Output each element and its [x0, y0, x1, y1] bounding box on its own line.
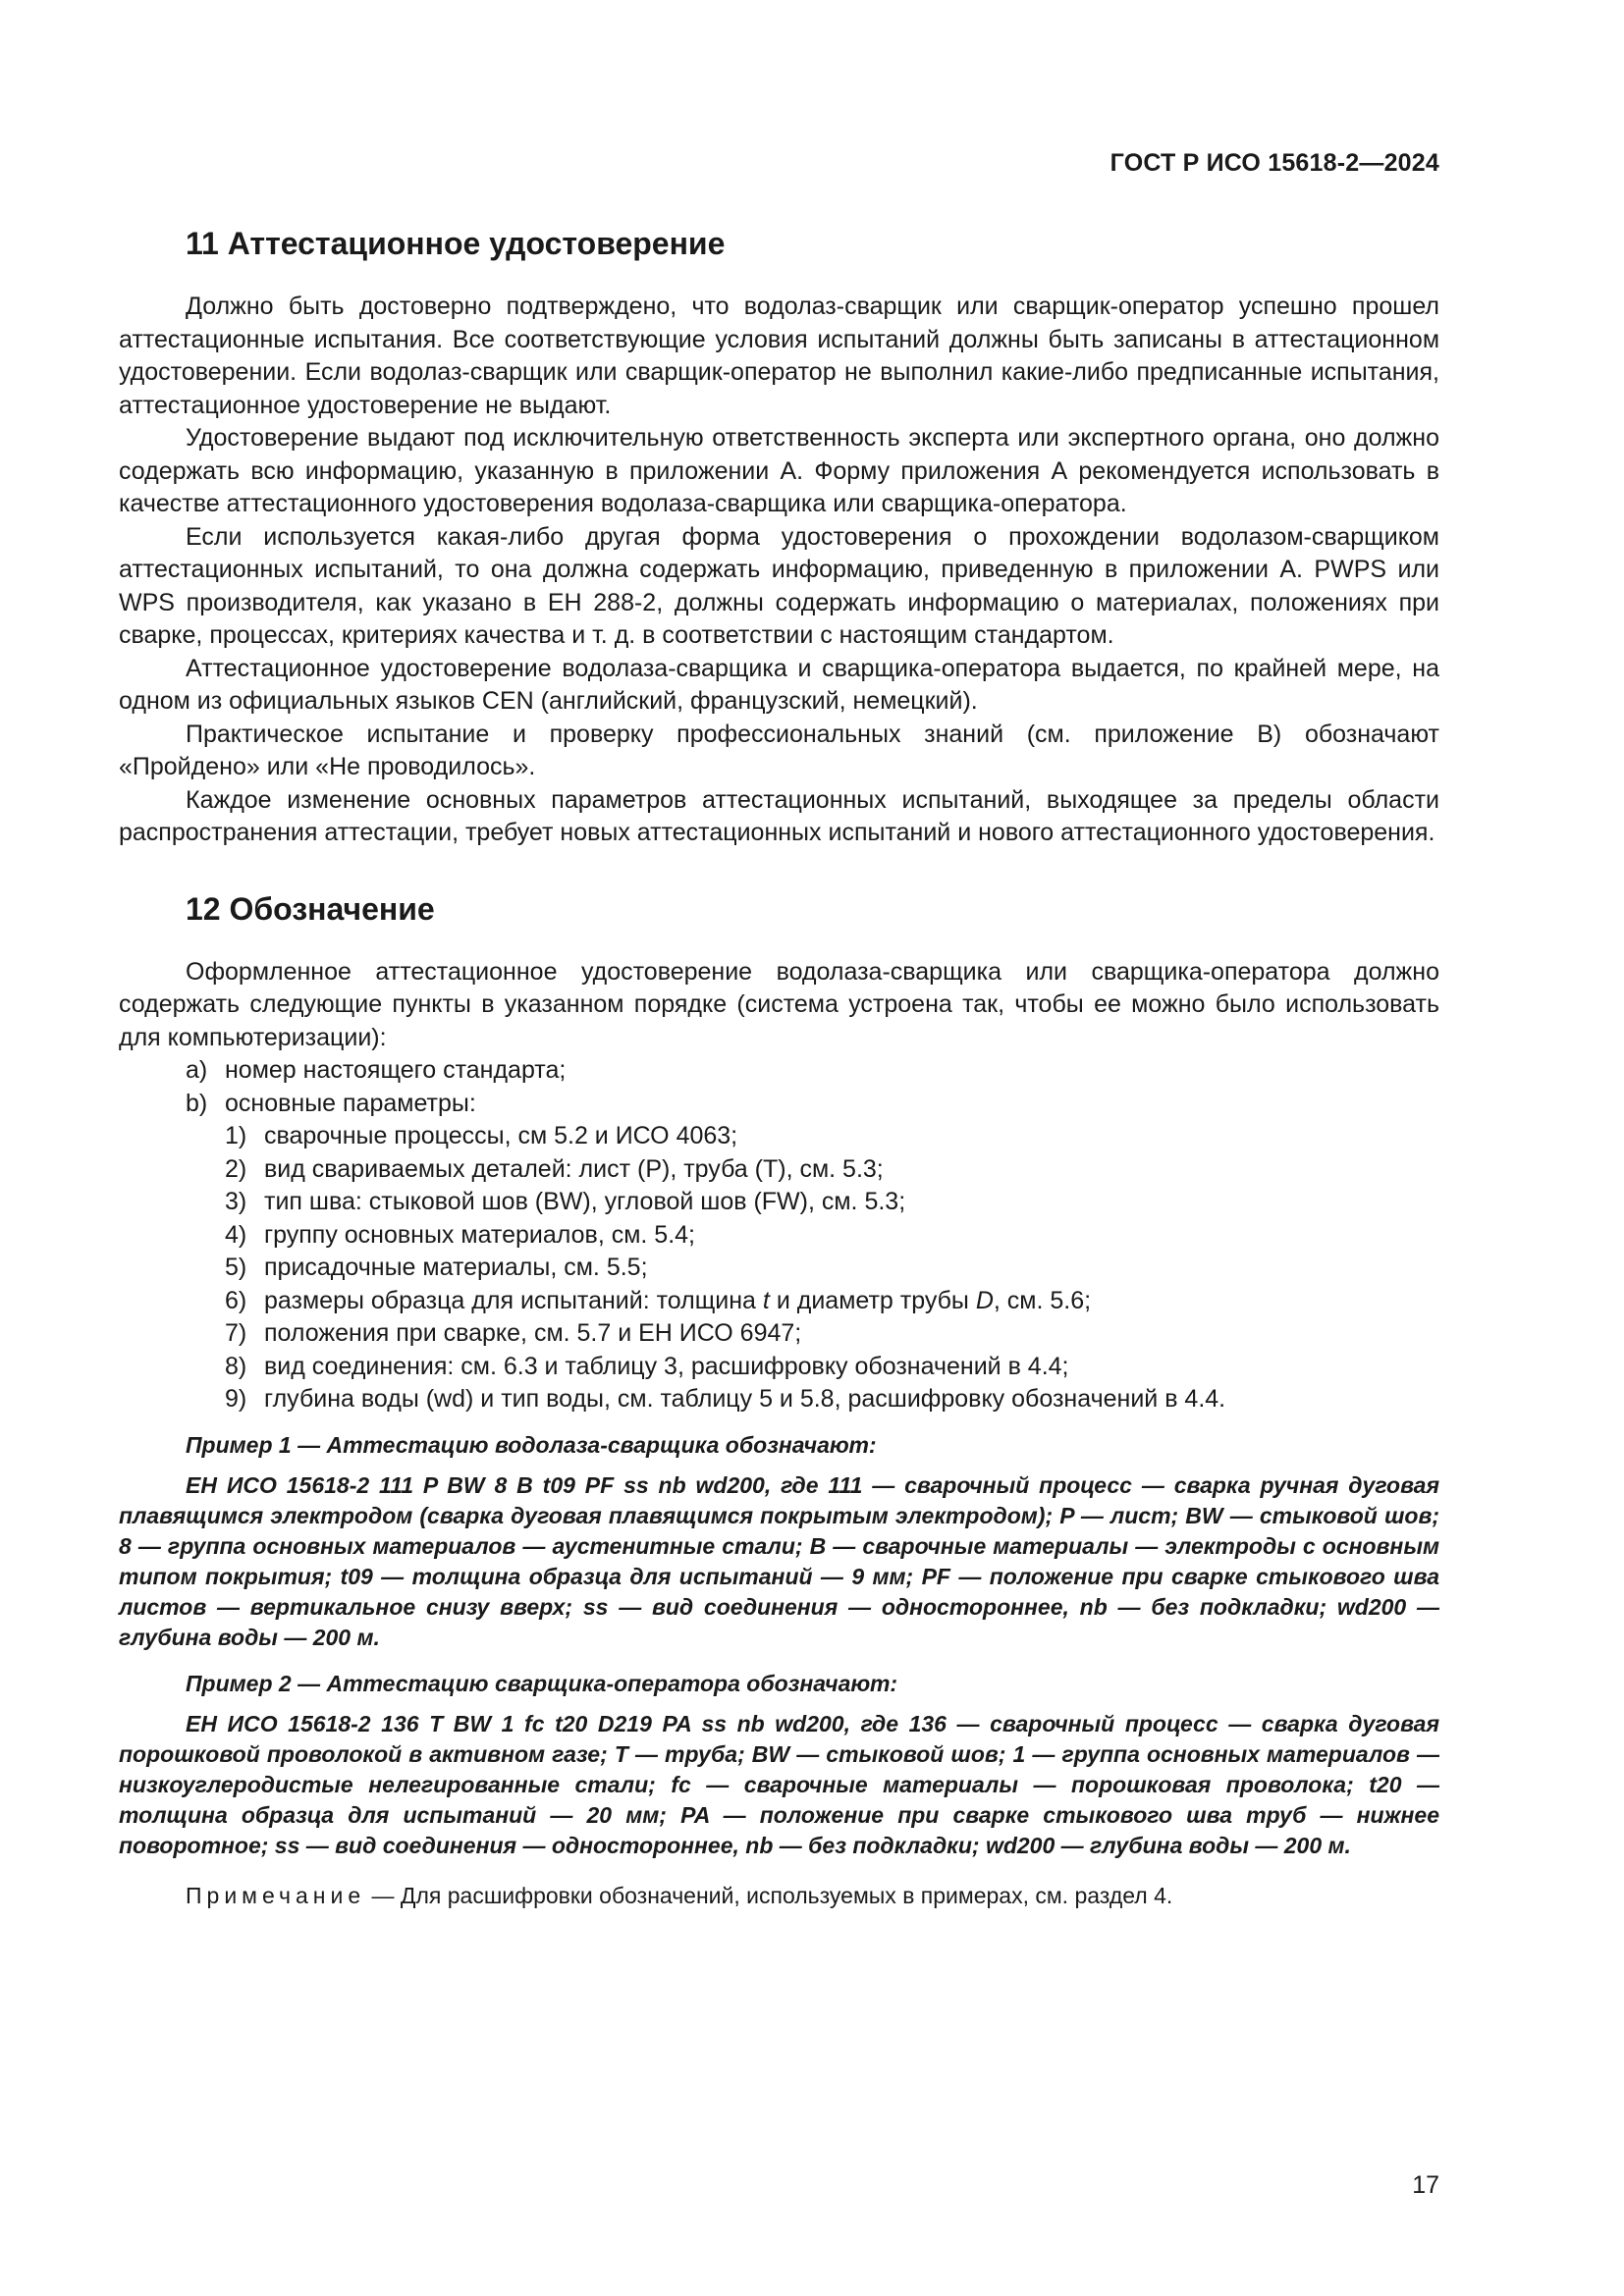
example-1-title: Пример 1 — Аттестацию водолаза-сварщика обозначают:: [186, 1431, 877, 1458]
list-item: [119, 1285, 1439, 1318]
section-11-paragraph: Каждое изменение основных параметров аттестационных испытаний, выходящее за пределы области распространения аттестации, требует новых аттестационных испытаний и нового аттестационного удостоверения.: [119, 785, 1439, 846]
list-item-marker: 5): [225, 1254, 247, 1281]
list-item-text: вид свариваемых деталей: лист (Р), труба (Т), см. 5.3;: [264, 1154, 884, 1183]
example-1-body: ЕН ИСО 15618-2 111 P BW 8 B t09 PF ss nb wd200, где 111 — сварочный процесс — сварка ручная дуговая плавящимся электродом (сварка дуговая плавящимся покрытым электродом); P — лист; BW — стыковой шов; 8 — группа основных материалов — аустенитные стали; B — сварочные материалы — электроды с основным типом покрытия; t09 — толщина образца для испытаний — 9 мм; PF — положение при сварке стыкового шва листов — вертикальное снизу вверх; ss — вид соединения — одностороннее, nb — без подкладки; wd200 — глубина воды — 200 м.: [119, 1471, 1439, 1650]
list-item: [119, 1088, 1439, 1121]
list-item: [119, 1351, 1439, 1384]
list-item-marker: 9): [225, 1385, 247, 1413]
section-11-paragraph: Если используется какая-либо другая форма удостоверения о прохождении водолазом-сварщиком аттестационных испытаний, то она должна содержать информацию, приведенную в приложении А. PWPS или WPS производителя, как указано в ЕН 288-2, должны содержать информацию о материалах, положениях при сварке, процессах, критериях качества и т. д. в соответствии с настоящим стандартом.: [119, 522, 1439, 649]
list-item-text: положения при сварке, см. 5.7 и ЕН ИСО 6947;: [264, 1319, 802, 1347]
designation-items-list: [119, 1054, 1439, 1120]
page-content: [119, 222, 1439, 1911]
list-item: [119, 1317, 1439, 1351]
list-item-text: глубина воды (wd) и тип воды, см. таблицу 5 и 5.8, расшифровку обозначений в 4.4.: [264, 1385, 1226, 1413]
document-id-header: ГОСТ Р ИСО 15618-2—2024: [1110, 149, 1439, 177]
list-item-text: и диаметр трубы: [769, 1286, 976, 1314]
list-item: [119, 1186, 1439, 1219]
basic-parameters-list: [119, 1120, 1439, 1416]
list-item-marker: 4): [225, 1220, 247, 1249]
list-item: [119, 1120, 1439, 1153]
list-item-text: вид соединения: см. 6.3 и таблицу 3, расшифровку обозначений в 4.4;: [264, 1352, 1069, 1380]
list-item-text: размеры образца для испытаний: толщина: [264, 1286, 763, 1314]
example-2-title: Пример 2 — Аттестацию сварщика-оператора обозначают:: [186, 1670, 898, 1696]
list-item: [119, 1383, 1439, 1416]
variable-t: t: [762, 1286, 770, 1314]
list-item-marker: 7): [225, 1319, 247, 1347]
list-item-marker: b): [186, 1089, 208, 1117]
section-11-paragraph: Удостоверение выдают под исключительную ответственность эксперта или экспертного органа, оно должно содержать всю информацию, указанную в приложении А. Форму приложения А рекомендуется использовать в качестве аттестационного удостоверения водолаза-сварщика или сварщика-оператора.: [119, 424, 1439, 517]
list-item-text: основные параметры:: [225, 1089, 476, 1117]
list-item-marker: 2): [225, 1154, 247, 1183]
list-item: [119, 1219, 1439, 1253]
section-12-intro: Оформленное аттестационное удостоверение водолаза-сварщика или сварщика-оператора должно содержать следующие пункты в указанном порядке (система устроена так, чтобы ее можно было использовать для компьютеризации):: [119, 957, 1439, 1051]
list-item-text: присадочные материалы, см. 5.5;: [264, 1254, 648, 1281]
list-item-text: группу основных материалов, см. 5.4;: [264, 1220, 695, 1249]
page-number: 17: [1412, 2171, 1439, 2199]
list-item-marker: а): [186, 1056, 208, 1084]
list-item-text: тип шва: стыковой шов (BW), угловой шов (FW), см. 5.3;: [264, 1188, 906, 1215]
list-item-marker: 8): [225, 1352, 247, 1380]
list-item-marker: 3): [225, 1188, 247, 1215]
list-item: [119, 1252, 1439, 1285]
section-11-paragraph: Аттестационное удостоверение водолаза-сварщика и сварщика-оператора выдается, по крайней мере, на одном из официальных языков CEN (английский, французский, немецкий).: [119, 654, 1439, 715]
list-item: [119, 1054, 1439, 1088]
section-11-paragraph: Практическое испытание и проверку профессиональных знаний (см. приложение В) обозначают «Пройдено» или «Не проводилось».: [119, 720, 1439, 780]
list-item-marker: 1): [225, 1122, 247, 1149]
list-item: [119, 1153, 1439, 1187]
list-item-text: номер настоящего стандарта;: [225, 1056, 567, 1084]
list-item-text: сварочные процессы, см 5.2 и ИСО 4063;: [264, 1122, 738, 1149]
section-11-title: 11 Аттестационное удостоверение: [186, 226, 726, 261]
variable-d: D: [975, 1286, 994, 1314]
list-item-marker: 6): [225, 1286, 247, 1314]
note: [119, 1881, 1439, 1911]
note-text: — Для расшифровки обозначений, используемых в примерах, см. раздел 4.: [365, 1882, 1173, 1908]
section-12-title: 12 Обозначение: [186, 890, 435, 927]
section-11-paragraph: Должно быть достоверно подтверждено, что водолаз-сварщик или сварщик-оператор успешно прошел аттестационные испытания. Все соответствующие условия испытаний должны быть записаны в аттестационном удостоверении. Если водолаз-сварщик или сварщик-оператор не выполнил какие-либо предписанные испытания, аттестационное удостоверение не выдают.: [119, 293, 1439, 419]
note-label: Примечание: [186, 1882, 366, 1908]
list-item-text: , см. 5.6;: [993, 1286, 1092, 1314]
example-2-body: ЕН ИСО 15618-2 136 T BW 1 fc t20 D219 PA ss nb wd200, где 136 — сварочный процесс — сварка дуговая порошковой проволокой в активном газе; T — труба; BW — стыковой шов; 1 — группа основных материалов — низкоуглеродистые нелегированные стали; fc — сварочные материалы — порошковая проволока; t20 — толщина образца для испытаний — 20 мм; PA — положение при сварке стыкового шва труб — нижнее поворотное; ss — вид соединения — одностороннее, nb — без подкладки; wd200 — глубина воды — 200 м.: [119, 1710, 1439, 1858]
